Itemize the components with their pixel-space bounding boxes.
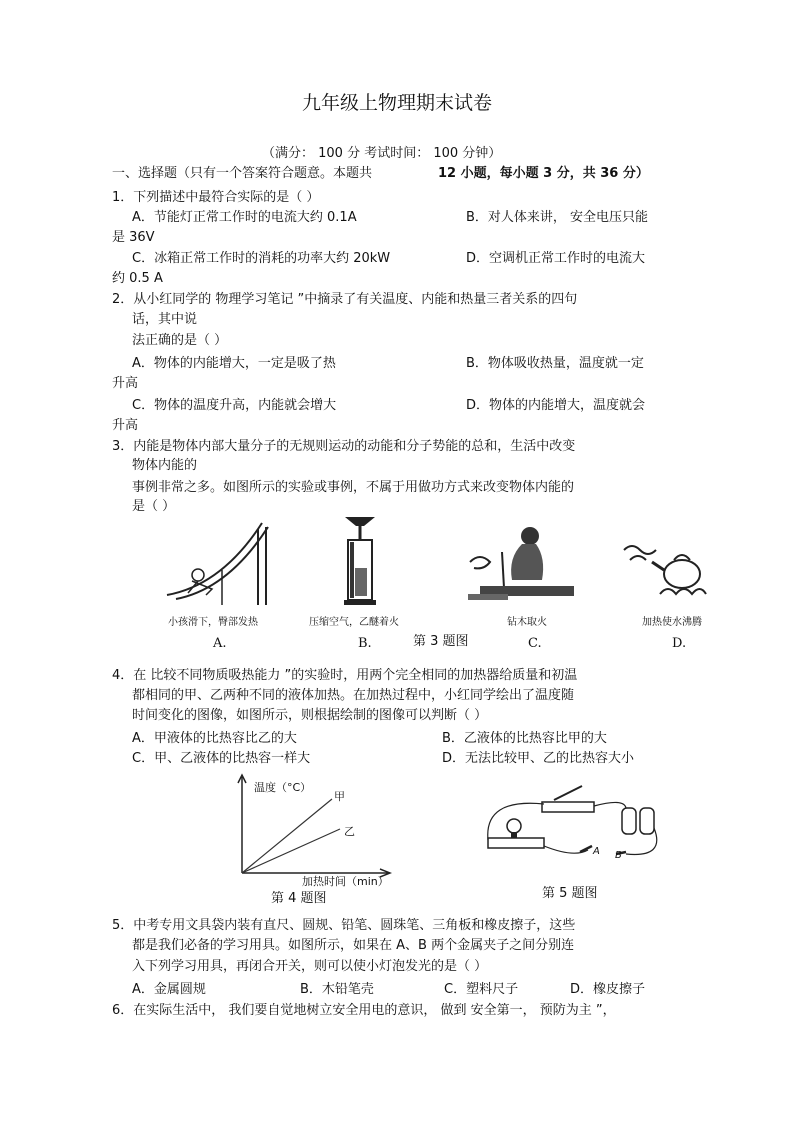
q4-option-d: D．无法比较甲、乙的比热容大小 — [442, 751, 635, 766]
q3-figure-label: 第 3 题图 — [413, 634, 469, 649]
q5-option-a: A．金属圆规 — [132, 982, 206, 997]
q5-stem-line3: 入下列学习用具，再闭合开关，则可以使小灯泡发光的是（ ） — [132, 959, 488, 974]
q2-option-d-cont: 升高 — [112, 418, 139, 433]
clip-b-label: B — [615, 850, 622, 861]
q3-letter-d: D. — [672, 636, 687, 651]
graph-series-jia: 甲 — [334, 790, 345, 803]
q4-option-b: B．乙液体的比热容比甲的大 — [442, 731, 607, 746]
q3-stem-line4: 是（ ） — [132, 499, 176, 514]
q2-option-b-cont: 升高 — [112, 376, 139, 391]
q2-stem-line2: 话，其中说 — [132, 312, 198, 327]
q4-stem-line3: 时间变化的图像，如图所示，则根据绘制的图像可以判断（ ） — [132, 708, 488, 723]
q3-caption-d: 加热使水沸腾 — [642, 617, 702, 628]
q1-option-d-cont: 约 0.5 A — [112, 271, 163, 286]
slide-illustration — [162, 515, 274, 607]
q4-stem-line1: 4．在 比较不同物质吸热能力 ”的实验时，用两个完全相同的加热器给质量和初温 — [112, 668, 578, 683]
graph-x-label: 加热时间（min） — [302, 875, 389, 888]
q3-stem-line1: 3．内能是物体内部大量分子的无规则运动的动能和分子势能的总和，生活中改变 — [112, 439, 576, 454]
q5-stem-line2: 都是我们必备的学习用具。如图所示，如果在 A、B 两个金属夹子之间分别连 — [132, 938, 575, 953]
q3-caption-b: 压缩空气，乙醚着火 — [309, 617, 399, 628]
q3-caption-a: 小孩滑下，臀部发热 — [168, 617, 258, 628]
q1-option-d: D．空调机正常工作时的电流大 — [466, 251, 646, 266]
q4-figure-label: 第 4 题图 — [271, 891, 327, 906]
q2-option-d: D．物体的内能增大，温度就会 — [466, 398, 646, 413]
page-title: 九年级上物理期末试卷 — [301, 92, 492, 114]
q3-stem-line3: 事例非常之多。如图所示的实验或事例，不属于用做功方式来改变物体内能的 — [132, 480, 575, 495]
q3-caption-c: 钻木取火 — [507, 617, 547, 628]
kettle-illustration — [620, 540, 710, 600]
q5-option-c: C．塑料尺子 — [444, 982, 519, 997]
q5-stem-line1: 5．中考专用文具袋内装有直尺、圆规、铅笔、圆珠笔、三角板和橡皮擦子，这些 — [112, 918, 576, 933]
q3-stem-line2: 物体内能的 — [132, 458, 198, 473]
q1-option-a: A．节能灯正常工作时的电流大约 0.1A — [132, 210, 357, 225]
q2-stem-line1: 2．从小红同学的 物理学习笔记 ”中摘录了有关温度、内能和热量三者关系的四句 — [112, 292, 578, 307]
q6-stem-line1: 6．在实际生活中， 我们要自觉地树立安全用电的意识， 做到 安全第一， 预防为主 ”， — [112, 1003, 616, 1018]
q5-option-b: B．木铅笔壳 — [300, 982, 374, 997]
q2-stem-line3: 法正确的是（ ） — [132, 333, 228, 348]
graph-y-label: 温度（°C） — [254, 781, 312, 794]
q1-stem: 1．下列描述中最符合实际的是（ ） — [112, 190, 320, 205]
exam-info: （满分： 100 分 考试时间： 100 分钟） — [262, 146, 502, 161]
graph-series-yi: 乙 — [344, 825, 355, 838]
q5-option-d: D．橡皮擦子 — [570, 982, 646, 997]
q3-letter-b: B. — [358, 636, 372, 651]
fire-piston-illustration — [340, 512, 380, 607]
q4-stem-line2: 都相同的甲、乙两种不同的液体加热。在加热过程中，小红同学绘出了温度随 — [132, 688, 575, 703]
q3-letter-a: A. — [213, 636, 227, 651]
q2-option-c: C．物体的温度升高，内能就会增大 — [132, 398, 337, 413]
q1-option-b: B．对人体来讲， 安全电压只能 — [466, 210, 649, 225]
section-count: 12 小题，每小题 3 分，共 36 分） — [438, 166, 649, 181]
q4-option-c: C．甲、乙液体的比热容一样大 — [132, 751, 311, 766]
circuit-illustration — [484, 778, 666, 878]
q2-option-b: B．物体吸收热量，温度就一定 — [466, 356, 644, 371]
q5-figure-label: 第 5 题图 — [542, 886, 598, 901]
q4-option-a: A．甲液体的比热容比乙的大 — [132, 731, 297, 746]
q1-option-b-cont: 是 36V — [112, 230, 155, 245]
q3-letter-c: C. — [528, 636, 542, 651]
clip-a-label: A — [593, 846, 600, 857]
q2-option-a: A．物体的内能增大，一定是吸了热 — [132, 356, 336, 371]
section-heading: 一、选择题（只有一个答案符合题意。本题共 — [112, 166, 373, 181]
q1-option-c: C．冰箱正常工作时的消耗的功率大约 20kW — [132, 251, 391, 266]
drilling-wood-illustration — [460, 522, 580, 604]
